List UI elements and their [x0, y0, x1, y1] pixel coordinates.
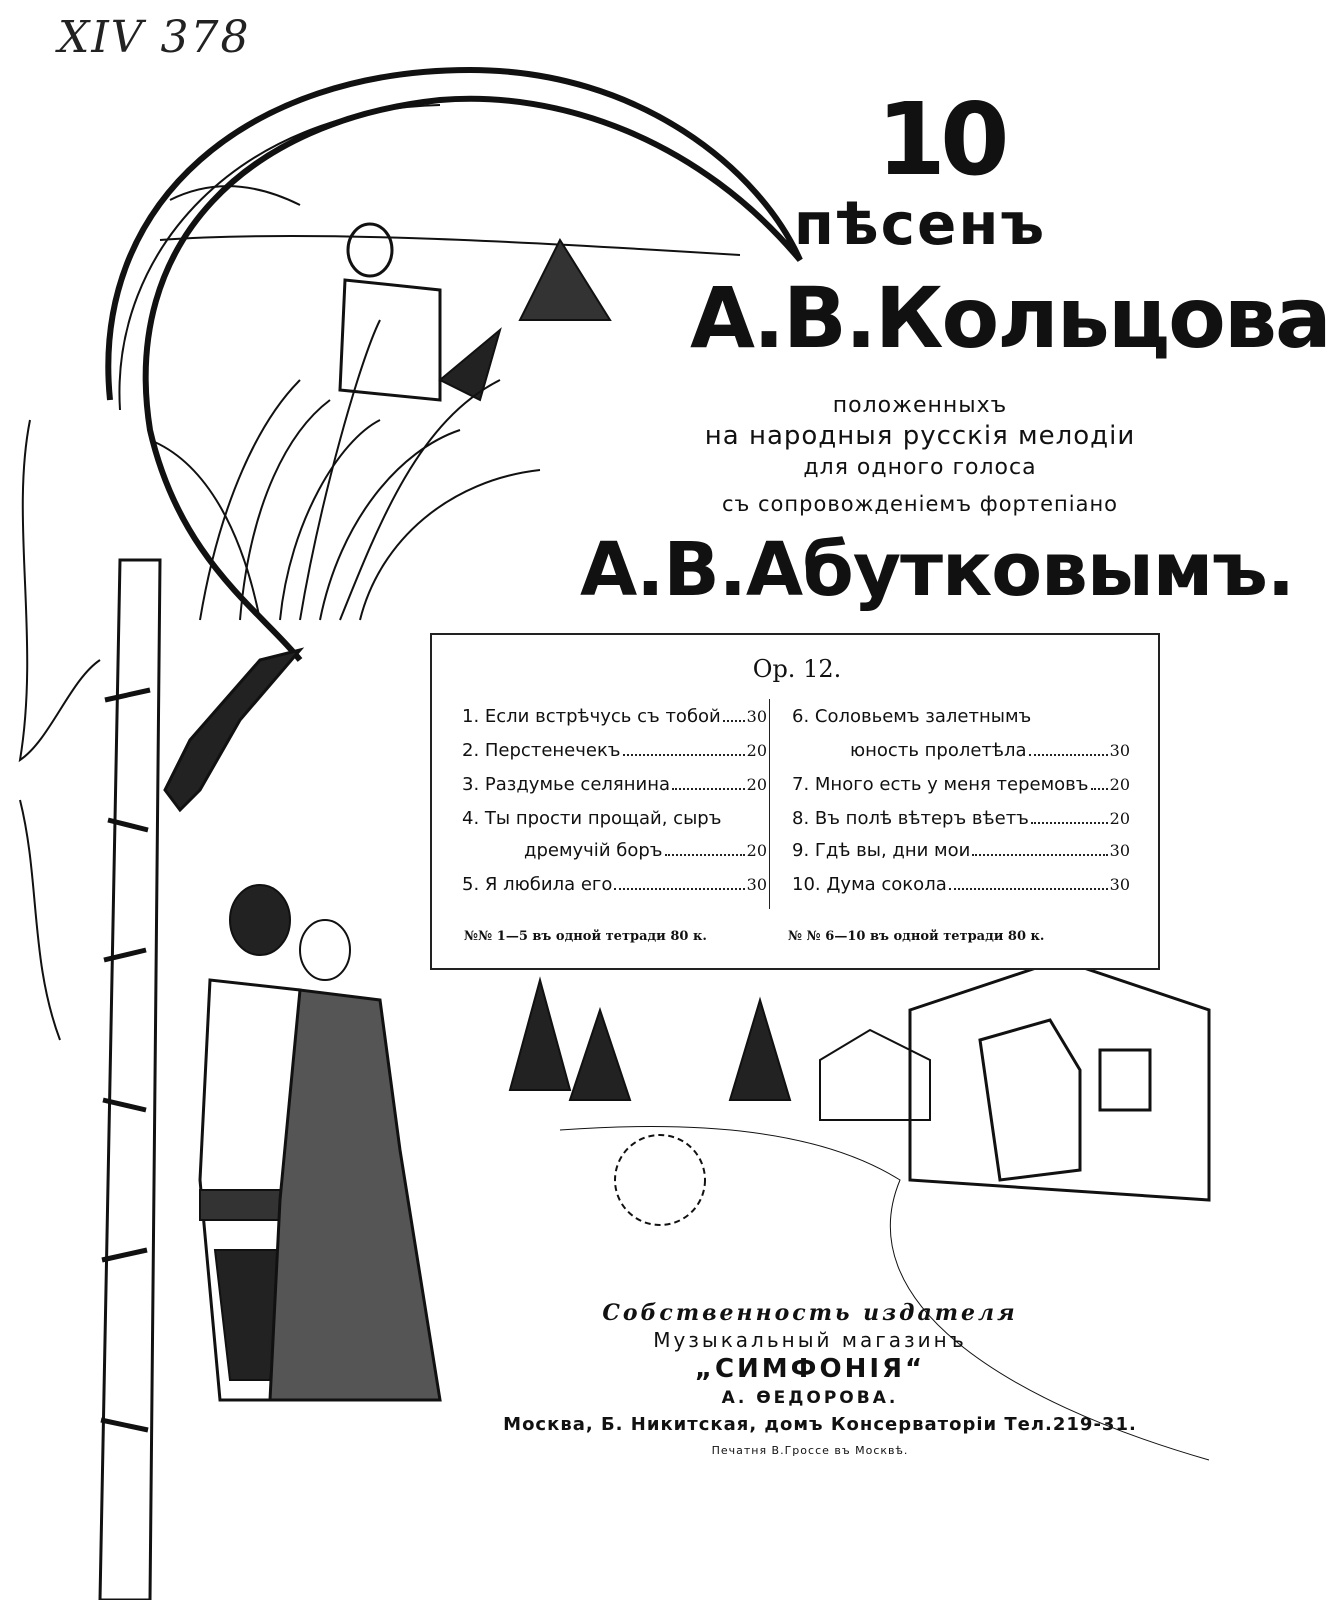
- title-number: 10: [876, 81, 1004, 198]
- title-author: А.В.Кольцова: [690, 269, 1330, 367]
- printer-line: Печатня В.Гроссе въ Москвѣ.: [711, 1444, 909, 1457]
- publisher-line: А. ѲЕДОРОВА.: [721, 1388, 899, 1408]
- column-divider: [769, 699, 770, 909]
- house-small: [820, 1030, 930, 1120]
- opus-number: Op. 12.: [752, 655, 842, 683]
- song-entry: 9. Гдѣ вы, дни мои 30: [792, 840, 1130, 861]
- song-entry: 6. Соловьемъ залетнымъ: [792, 706, 1032, 727]
- subtitle-line: положенныхъ: [832, 393, 1008, 418]
- woman-head: [300, 920, 350, 980]
- contents-box: [430, 633, 1160, 970]
- horizon: [160, 236, 740, 255]
- shelf-mark: XIV 378: [58, 12, 251, 63]
- publisher-line: Музыкальный магазинъ: [653, 1328, 967, 1352]
- song-entry: дремучій боръ 20: [524, 840, 767, 861]
- song-entry: юность пролетѣла 30: [850, 740, 1130, 761]
- song-entry: 8. Въ полѣ вѣтеръ вѣетъ 20: [792, 808, 1130, 829]
- subtitle-line: на народныя русскія мелодіи: [704, 421, 1136, 451]
- woman-figure: [270, 990, 440, 1400]
- title-songs: пѣсенъ: [793, 190, 1047, 258]
- song-entry: 10. Дума сокола 30: [792, 874, 1130, 895]
- birch-trunk: [100, 560, 160, 1600]
- arranger-name: А.В.Абутковымъ.: [580, 527, 1294, 613]
- scythe-handle: [165, 650, 300, 810]
- publisher-address: Москва, Б. Никитская, домъ Консерваторіи Тел.219-31.: [503, 1414, 1137, 1435]
- haystack: [520, 240, 610, 320]
- song-entry: 3. Раздумье селянина 20: [462, 774, 767, 795]
- song-entry: 2. Перстенечекъ 20: [462, 740, 767, 761]
- song-entry: 5. Я любила его 30: [462, 874, 767, 895]
- reaper-woman-head: [348, 224, 392, 276]
- song-entry: 1. Если встрѣчусь съ тобой 30: [462, 706, 767, 727]
- bundle-price: № № 6—10 въ одной тетради 80 к.: [788, 929, 1045, 944]
- subtitle-line: съ сопровожденіемъ фортепіано: [721, 492, 1119, 516]
- pine-tree: [510, 980, 570, 1090]
- man-head: [230, 885, 290, 955]
- song-entry: 4. Ты прости прощай, сыръ: [462, 808, 722, 829]
- bundle-price: №№ 1—5 въ одной тетради 80 к.: [464, 929, 707, 944]
- library-stamp: [615, 1135, 705, 1225]
- publisher-name: „СИМФОНІЯ“: [694, 1354, 926, 1384]
- subtitle-line: для одного голоса: [803, 455, 1037, 480]
- publisher-line: Собственность издателя: [602, 1300, 1018, 1326]
- song-entry: 7. Много есть у меня теремовъ 20: [792, 774, 1130, 795]
